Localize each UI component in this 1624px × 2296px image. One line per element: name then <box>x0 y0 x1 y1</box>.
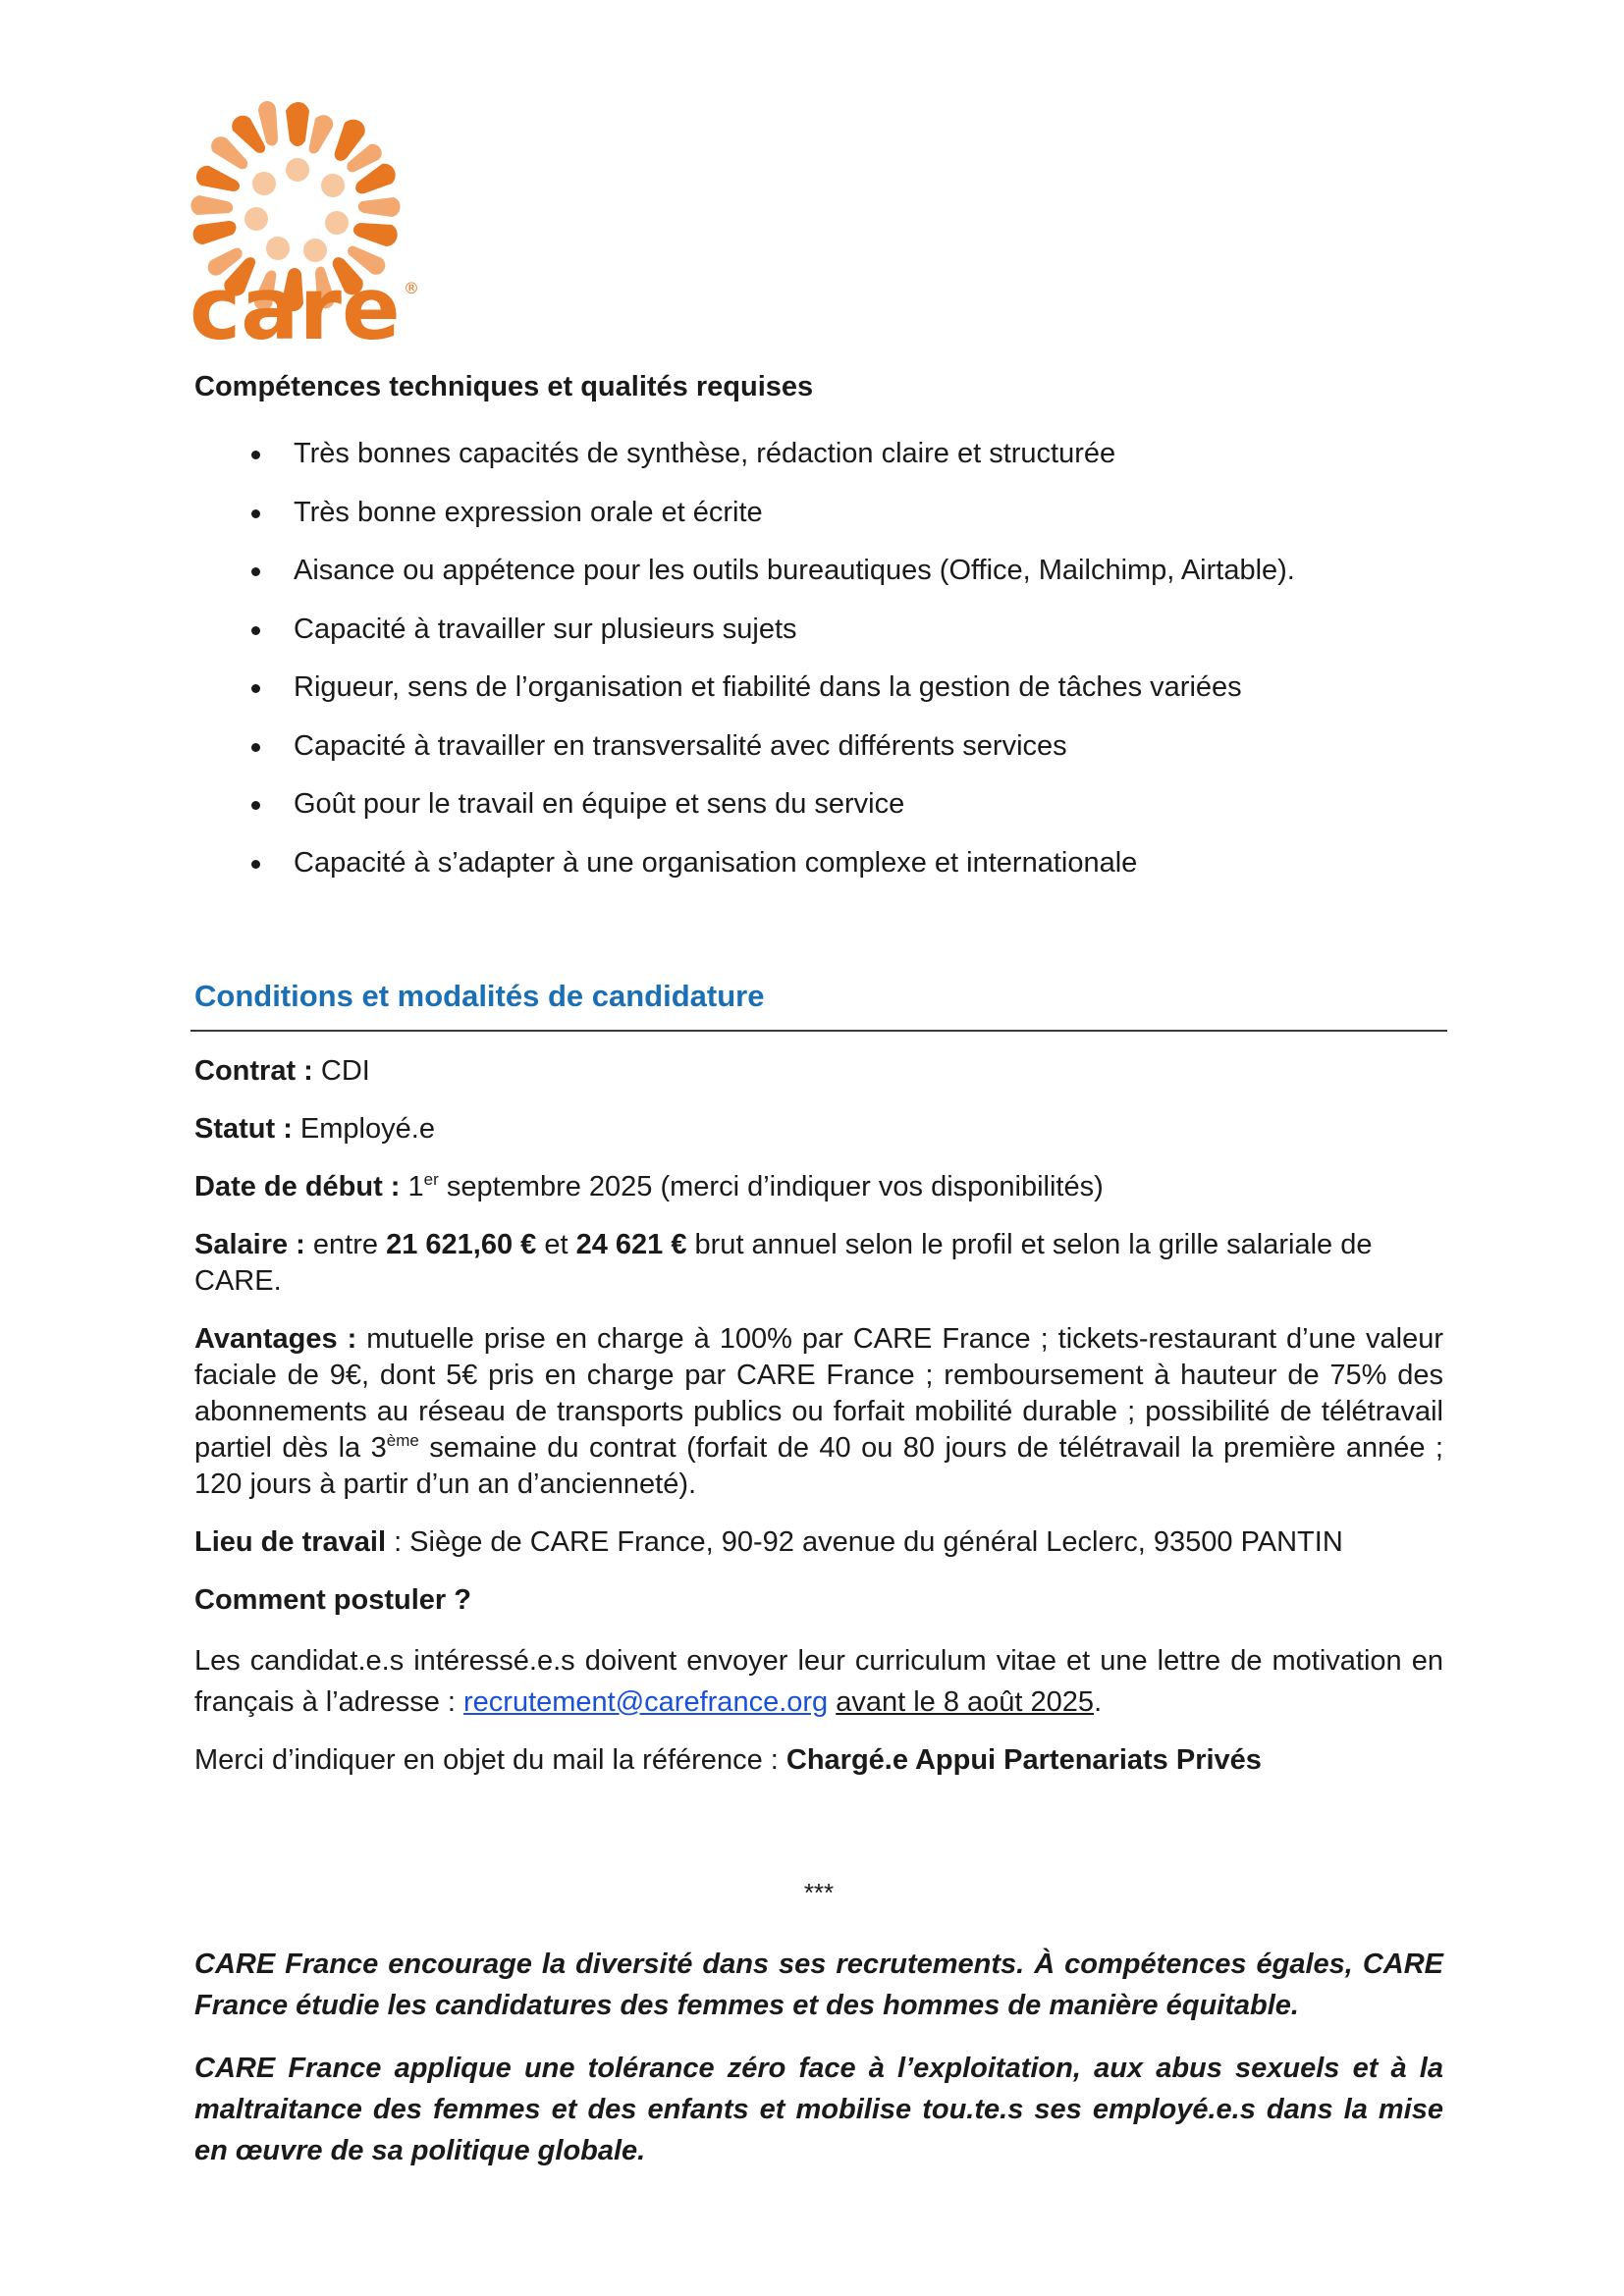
bullet-icon <box>251 743 260 752</box>
statut-label: Statut : <box>194 1112 293 1145</box>
reference-line: Merci d’indiquer en objet du mail la référence : Chargé.e Appui Partenariats Privés <box>194 1743 1262 1776</box>
date-label: Date de début : <box>194 1170 401 1202</box>
list-item: Très bonnes capacités de synthèse, rédaction claire et structurée <box>194 432 1443 475</box>
skills-list <box>194 432 1443 884</box>
bullet-icon <box>251 801 260 810</box>
registered-mark: ® <box>404 279 419 297</box>
bullet-icon <box>251 567 260 576</box>
statut-value: Employé.e <box>292 1112 435 1145</box>
lieu-line <box>194 1524 1443 1561</box>
contrat-label: Contrat : <box>194 1054 313 1087</box>
care-wordmark: care <box>189 258 401 348</box>
postuler-paragraph: Les candidat.e.s intéressé.e.s doivent envoyer leur curriculum vitae et une lettre de motivation en français à l’adresse : recrutement@carefrance.org avant le 8 août 2025. <box>194 1644 1443 1718</box>
lieu-value: : Siège de CARE France, 90-92 avenue du général Leclerc, 93500 PANTIN <box>386 1525 1343 1558</box>
bullet-icon <box>251 684 260 693</box>
date-value: septembre 2025 (merci d’indiquer vos disponibilités) <box>438 1170 1104 1202</box>
contrat-line <box>194 1053 1443 1090</box>
tolerance-statement: CARE France applique une tolérance zéro face à l’exploitation, aux abus sexuels et à la maltraitance des femmes et des enfants et mobilise tou.te.s ses employé.e.s dans la mise en œuvre de sa politique globale. <box>194 2052 1443 2166</box>
list-item: Capacité à travailler en transversalité avec différents services <box>194 724 1443 768</box>
reference-value: Chargé.e Appui Partenariats Privés <box>785 1743 1262 1776</box>
skills-heading: Compétences techniques et qualités requises <box>194 371 814 402</box>
contrat-value: CDI <box>312 1054 370 1087</box>
bullet-icon <box>251 860 260 869</box>
salaire-min: 21 621,60 € <box>386 1228 537 1260</box>
statut-line <box>194 1111 1443 1148</box>
date-line: Date de début : 1er septembre 2025 (merci d’indiquer vos disponibilités) <box>194 1169 1104 1202</box>
postuler-heading: Comment postuler ? <box>194 1583 471 1616</box>
separator: *** <box>803 1877 835 1907</box>
document-body <box>194 365 1443 2171</box>
list-item: Capacité à travailler sur plusieurs sujets <box>194 608 1443 651</box>
conditions-heading: Conditions et modalités de candidature <box>190 975 1447 1032</box>
bullet-icon <box>251 509 260 518</box>
list-item: Goût pour le travail en équipe et sens du service <box>194 782 1443 826</box>
deadline-text: avant le 8 août 2025 <box>836 1685 1095 1718</box>
list-item: Rigueur, sens de l’organisation et fiabilité dans la gestion de tâches variées <box>194 666 1443 709</box>
diversity-statement: CARE France encourage la diversité dans ses recrutements. À compétences égales, CARE France étudie les candidatures des femmes et des hommes de manière équitable. <box>194 1948 1443 2021</box>
avantages-label: Avantages : <box>194 1322 357 1355</box>
salaire-max: 24 621 € <box>575 1228 687 1260</box>
bullet-icon <box>251 451 260 459</box>
list-item: Très bonne expression orale et écrite <box>194 491 1443 534</box>
email-link[interactable]: recrutement@carefrance.org <box>463 1685 829 1718</box>
avantages-paragraph: Avantages : mutuelle prise en charge à 100% par CARE France ; tickets-restaurant d’une valeur faciale de 9€, dont 5€ pris en charge par CARE France ; remboursement à hauteur de 75% des abonnements au réseau de transports publics ou forfait mobilité durable ; possibilité de télétravail partiel dès la 3ème semaine du contrat (forfait de 40 ou 80 jours de télétravail la première année ; 120 jours à partir d’un an d’ancienneté). <box>194 1322 1443 1500</box>
salaire-line: Salaire : entre 21 621,60 € et 24 621 € brut annuel selon le profil et selon la grille salariale de CARE. <box>194 1228 1373 1297</box>
care-logo <box>189 93 425 348</box>
list-item: Capacité à s’adapter à une organisation complexe et internationale <box>194 841 1443 884</box>
care-hands-emblem-icon <box>189 93 425 348</box>
lieu-label: Lieu de travail <box>194 1525 387 1558</box>
bullet-icon <box>251 626 260 635</box>
list-item: Aisance ou appétence pour les outils bureautiques (Office, Mailchimp, Airtable). <box>194 549 1443 592</box>
salaire-label: Salaire : <box>194 1228 305 1260</box>
